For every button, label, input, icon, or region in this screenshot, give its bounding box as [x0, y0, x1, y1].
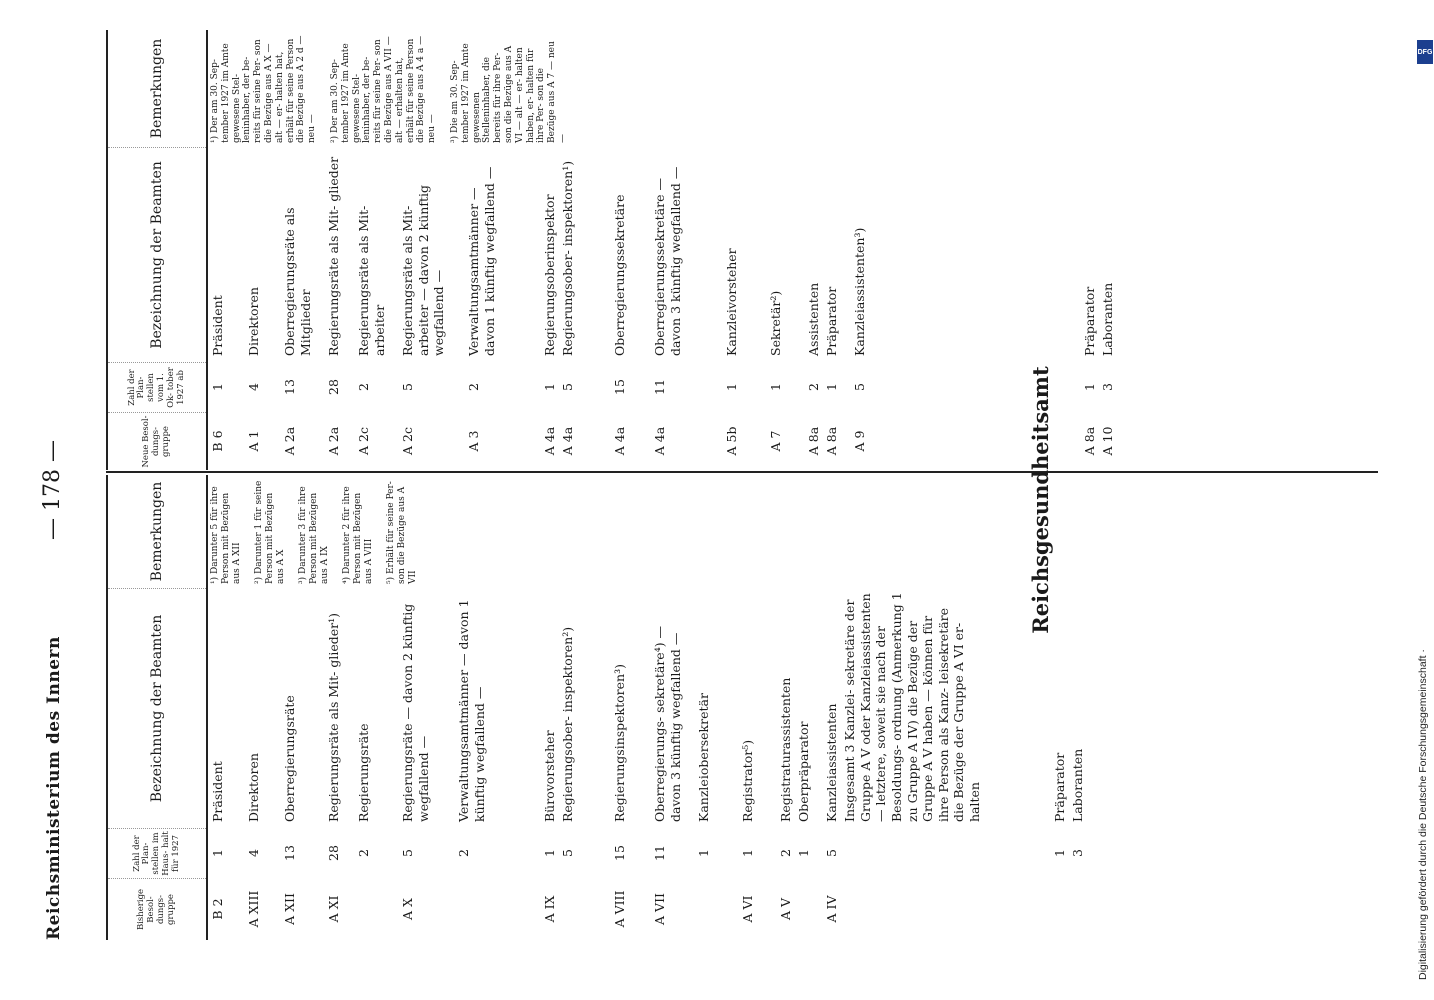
header-old-group: Bisherige Besol- dungs- gruppe: [108, 878, 206, 940]
cell-designation: Kanzleiassistenten³): [852, 227, 867, 356]
rotated-document-page: [18, 0, 1418, 1000]
ministry-heading: Reichsministerium des Innern: [44, 636, 64, 940]
cell-count: 2: [466, 383, 481, 391]
cell-designation: Kanzleiassistenten: [824, 703, 839, 822]
footnote: ¹) Der am 30. Sep- tember 1927 im Amte gewesene Stel- leninhaber, der be- reits für seine Per- son die Bezüge aus A X — alt — er- halten hat, erhält für seine Person die Bezüge aus A 2 d — neu —: [210, 35, 318, 143]
cell-count: 13: [282, 845, 297, 861]
cell-designation: Verwaltungsamtmänner — davon 1 künftig wegfallend —: [466, 166, 497, 356]
old-table-body: [210, 475, 1360, 940]
cell-count: 1: [724, 383, 739, 391]
cell-designation: Laboranten: [1100, 282, 1115, 356]
footnote: ³) Die am 30. Sep- tember 1927 im Amte gewesenen Stelleninhaber, die bereits für ihre Per- son die Bezüge aus A VI — alt — er- halten haben, er- halten für ihre Per- son die Bezüge aus A 7 — neu —: [450, 41, 568, 143]
cell-designation: Direktoren: [246, 753, 261, 822]
cell-designation: Oberregierungsräte: [282, 695, 297, 822]
header-count: Zahl der Plan- stellen im Haus- halt für 1927: [108, 828, 206, 878]
cell-designation: Direktoren: [246, 287, 261, 356]
cell-designation: Kanzleiobersekretär: [696, 693, 711, 822]
cell-designation: Regierungsräte als Mit- arbeiter: [356, 205, 387, 356]
cell-group: A 2a: [326, 426, 341, 456]
cell-group: A 4a: [560, 426, 575, 456]
cell-designation: Regierungsinspektoren³): [612, 664, 627, 822]
cell-count: 1: [768, 383, 783, 391]
cell-count: 5: [852, 383, 867, 391]
cell-group: A 9: [852, 430, 867, 452]
cell-count: 28: [326, 845, 341, 861]
cell-count: 13: [282, 379, 297, 395]
cell-group: A IV: [824, 895, 839, 923]
dfg-logo: DFG: [1417, 40, 1433, 64]
cell-count: 1: [740, 849, 755, 857]
cell-count: 2: [456, 849, 471, 857]
cell-designation: Assistenten: [806, 282, 821, 356]
cell-group: A XIII: [246, 890, 261, 928]
cell-count: 1: [210, 383, 225, 391]
cell-group: A 10: [1100, 426, 1115, 456]
cell-count: 1: [210, 849, 225, 857]
cell-designation: Oberregierungsräte als Mitglieder: [282, 207, 313, 356]
footnote: ⁵) Erhält für seine Per- son die Bezüge aus A VII: [386, 481, 418, 584]
cell-count: 15: [612, 379, 627, 395]
cell-group: A 3: [466, 430, 481, 452]
cell-designation: Präsident: [210, 761, 225, 822]
cell-group: B 6: [210, 430, 225, 452]
cell-group: A X: [400, 898, 415, 920]
cell-count: 5: [824, 849, 839, 857]
cell-designation: Insgesamt 3 Kanzlei- sekretäre der Gruppe A V oder Kanzleiassistenten — letztere, soweit sie nach der Besoldungs- ordnung (Anmerkung 1 zu Gruppe A IV) die Bezüge der Gruppe A V haben — können für ihre Person als Kanz- leisekretäre die Bezüge der Gruppe A VI er- halten: [842, 592, 982, 822]
center-column-rule: [106, 471, 1378, 473]
cell-group: A 2a: [282, 426, 297, 456]
cell-count: 11: [652, 845, 667, 861]
new-table-body: [210, 30, 1360, 470]
cell-designation: Regierungsräte als Mit- glieder¹): [326, 612, 341, 822]
cell-count: 4: [246, 849, 261, 857]
cell-group: A 4a: [652, 426, 667, 456]
digitization-credit: Digitalisierung gefördert durch die Deutsche Forschungsgemeinschaft ·: [1417, 649, 1429, 980]
section-title: Reichsgesundheitsamt: [1028, 366, 1053, 634]
cell-count: 11: [652, 379, 667, 395]
footnote: ²) Der am 30. Sep- tember 1927 im Amte gewesene Stel- leninhaber, der be- reits für seine Per- son die Bezüge aus A VII — alt — erhalten hat, erhält für seine Person die Bezüge aus A 4 a — neu —: [330, 35, 438, 143]
cell-designation: Regierungsräte als Mit- arbeiter — davon 2 künftig wegfallend —: [400, 185, 447, 356]
header-new-group: Neue Besol- dungs- gruppe: [108, 412, 206, 470]
cell-count: 1: [542, 849, 557, 857]
cell-count: 2: [778, 849, 793, 857]
cell-count: 1: [796, 849, 811, 857]
cell-designation: Registraturassistenten: [778, 677, 793, 822]
cell-designation: Regierungsober- inspektoren¹): [560, 160, 575, 356]
cell-group: A VIII: [612, 890, 627, 928]
old-table-header: [106, 475, 208, 940]
footnote: ⁴) Darunter 2 für ihre Person mit Bezügen aus A VIII: [342, 486, 374, 584]
cell-count: 1: [542, 383, 557, 391]
cell-designation: Sekretär²): [768, 290, 783, 356]
cell-count: 4: [246, 383, 261, 391]
cell-count: 3: [1070, 849, 1085, 857]
cell-designation: Oberregierungssekretäre — davon 3 künftig wegfallend —: [652, 166, 683, 356]
cell-group: A VI: [740, 895, 755, 923]
cell-count: 5: [560, 849, 575, 857]
cell-group: A 8a: [824, 426, 839, 456]
cell-designation: Regierungsoberinspektor: [542, 194, 557, 356]
footnote: ²) Darunter 1 für seine Person mit Bezügen aus A X: [254, 480, 286, 584]
cell-count: 1: [824, 383, 839, 391]
running-head: [40, 40, 70, 940]
cell-designation: Präparator: [824, 286, 839, 356]
header-designation-new: Bezeichnung der Beamten: [108, 147, 206, 362]
cell-count: 3: [1100, 383, 1115, 391]
cell-designation: Präparator: [1082, 286, 1097, 356]
header-remarks: Bemerkungen: [148, 481, 165, 582]
cell-group: A 4a: [612, 426, 627, 456]
cell-count: 2: [806, 383, 821, 391]
cell-count: 28: [326, 379, 341, 395]
cell-group: A 8a: [806, 426, 821, 456]
cell-designation: Oberregierungs- sekretäre⁴) — davon 3 künftig wegfallend —: [652, 625, 683, 822]
page-number: — 178 —: [40, 440, 65, 540]
cell-group: A 5b: [724, 426, 739, 456]
cell-group: A IX: [542, 895, 557, 923]
cell-group: A 8a: [1082, 426, 1097, 456]
cell-designation: Bürovorsteher: [542, 730, 557, 822]
cell-group: A XI: [326, 895, 341, 923]
cell-designation: Verwaltungsamtmänner — davon 1 künftig wegfallend —: [456, 599, 487, 822]
cell-designation: Präparator: [1052, 752, 1067, 822]
cell-group: A V: [778, 897, 793, 921]
cell-designation: Oberpräparator: [796, 721, 811, 822]
cell-count: 1: [696, 849, 711, 857]
cell-designation: Regierungsräte als Mit- glieder: [326, 156, 341, 356]
cell-group: A 2c: [356, 427, 371, 455]
cell-count: 1: [1082, 383, 1097, 391]
header-remarks-new: Bemerkungen: [148, 38, 165, 139]
cell-designation: Regierungsober- inspektoren²): [560, 626, 575, 822]
cell-designation: Regierungsräte: [356, 723, 371, 822]
cell-designation: Oberregierungssekretäre: [612, 194, 627, 356]
cell-designation: Registrator⁵): [740, 739, 755, 822]
new-table-header: [106, 30, 208, 470]
cell-group: A 1: [246, 430, 261, 452]
cell-count: 15: [612, 845, 627, 861]
cell-designation: Regierungsräte — davon 2 künftig wegfallend —: [400, 603, 431, 822]
footnote: ³) Darunter 3 für ihre Person mit Bezügen aus A IX: [298, 486, 330, 584]
header-count-new: Zahl der Plan- stellen vom 1. Ok- tober 1927 ab: [108, 362, 206, 412]
new-salary-table: [106, 30, 1386, 470]
cell-designation: Kanzleivorsteher: [724, 248, 739, 356]
cell-designation: Präsident: [210, 295, 225, 356]
cell-count: 2: [356, 849, 371, 857]
cell-group: A 7: [768, 430, 783, 452]
header-designation: Bezeichnung der Beamten: [108, 588, 206, 828]
cell-count: 1: [1052, 849, 1067, 857]
footnote: ¹) Darunter 5 für ihre Person mit Bezügen aus A XII: [210, 486, 242, 584]
cell-group: A 2c: [400, 427, 415, 455]
cell-count: 5: [560, 383, 575, 391]
cell-count: 2: [356, 383, 371, 391]
cell-count: 5: [400, 849, 415, 857]
old-salary-table: [106, 475, 1386, 940]
cell-designation: Laboranten: [1070, 748, 1085, 822]
cell-group: A 4a: [542, 426, 557, 456]
cell-group: A VII: [652, 893, 667, 925]
cell-group: A XII: [282, 893, 297, 925]
cell-count: 5: [400, 383, 415, 391]
cell-group: B 2: [210, 898, 225, 920]
